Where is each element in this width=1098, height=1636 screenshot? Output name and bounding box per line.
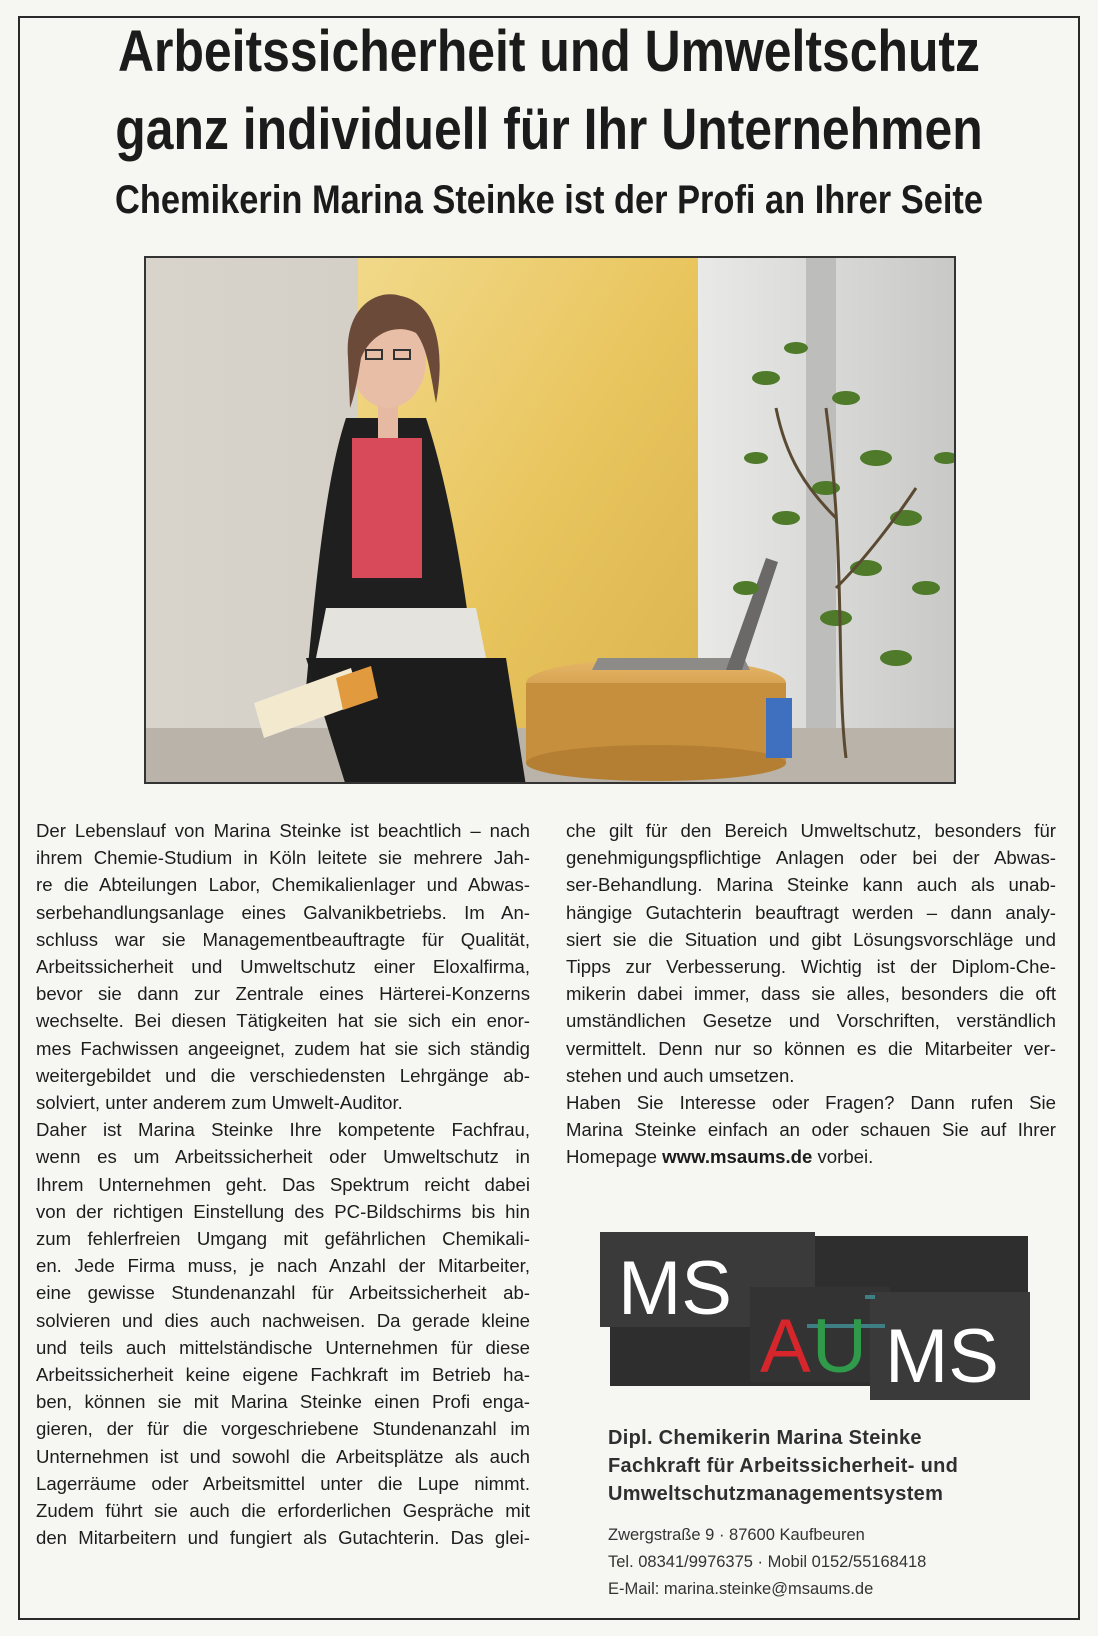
article-line: umständlichen Gesetze und Vorschriften, verständlich (566, 1010, 1056, 1032)
article-line: bevor sie dann zur Zentrale eines Härterei-Konzerns (36, 983, 530, 1005)
article-line: zum fehlerfreien Umgang mit gefährlichen Chemikali- (36, 1228, 530, 1250)
headline-line-2: ganz individuell für Ihr Unternehmen (115, 97, 983, 162)
article-line: Arbeitssicherheit keine eigene Fachkraft im Betrieb ha- (36, 1364, 530, 1386)
article-line: Tipps zur Verbesserung. Wichtig ist der Diplom-Che- (566, 956, 1056, 978)
article-line: wechselte. Bei diesen Tätigkeiten hat sie sich ein enor- (36, 1010, 530, 1032)
msaums-logo (600, 1232, 1030, 1402)
article-line: solviert, unter anderem zum Umwelt-Auditor. (36, 1092, 403, 1114)
msaums-logo-graphic (600, 1232, 1030, 1402)
contact-email[interactable]: E-Mail: marina.steinke@msaums.de (608, 1580, 874, 1598)
article-line: von der richtigen Einstellung des PC-Bildschirms bis hin (36, 1200, 530, 1222)
article-line: Marina Steinke einfach an oder schauen Sie auf Ihrer (566, 1119, 1056, 1141)
contact-title-2: Umweltschutzmanagementsystem (608, 1483, 944, 1505)
article-line: ben, können sie mit Marina Steinke einen Profi enga- (36, 1391, 530, 1413)
article-line: re die Abteilungen Labor, Chemikalienlager und Abwas- (36, 874, 530, 896)
article-column-left (36, 817, 530, 1551)
article-line: weitergebildet und die verschiedensten Lehrgänge ab- (36, 1064, 530, 1086)
homepage-link[interactable]: www.msaums.de (662, 1146, 813, 1168)
article-line: schluss war sie Managementbeauftragte für Qualität, (36, 928, 530, 950)
article-line: Zudem führt sie auch die erforderlichen Gespräche mit (36, 1500, 530, 1522)
article-line: den Mitarbeitern und fungiert als Gutachterin. Das glei- (36, 1527, 530, 1549)
article-line: ihrem Chemie-Studium in Köln leitete sie mehrere Jah- (36, 847, 530, 869)
logo-text-u: U (812, 1304, 867, 1389)
article-line: wenn es um Arbeitssicherheit oder Umweltschutz in (36, 1146, 530, 1168)
article-line: serbehandlungsanlage eines Galvanikbetriebs. Im An- (36, 901, 530, 923)
article-line: solvieren und dies auch nachweisen. Da gerade kleine (36, 1309, 530, 1331)
portrait-photo (144, 256, 956, 784)
homepage-prefix: Homepage (566, 1146, 663, 1168)
contact-address: Zwergstraße 9 · 87600 Kaufbeuren (608, 1526, 865, 1544)
article-line: stehen und auch umsetzen. (566, 1064, 795, 1086)
article-line: mikerin dabei immer, dass sie alles, besonders die oft (566, 983, 1056, 1005)
article-line: genehmigungspflichtige Anlagen oder bei der Abwas- (566, 847, 1056, 869)
subtitle: Chemikerin Marina Steinke ist der Profi an Ihrer Seite (115, 178, 983, 222)
article-line: che gilt für den Bereich Umweltschutz, besonders für (566, 820, 1056, 841)
contact-phone: Tel. 08341/9976375 · Mobil 0152/55168418 (608, 1553, 927, 1571)
article-line: Daher ist Marina Steinke Ihre kompetente Fachfrau, (36, 1119, 530, 1141)
article-line: Lagerräume oder Arbeitsmittel unter die Lupe nimmt. (36, 1472, 530, 1494)
article-line: Haben Sie Interesse oder Fragen? Dann rufen Sie (566, 1092, 1056, 1114)
article-line: Arbeitssicherheit und Umweltschutz einer Eloxalfirma, (36, 956, 530, 978)
logo-text-ms-1: MS (618, 1246, 732, 1331)
contact-title-1: Fachkraft für Arbeitssicherheit- und (608, 1455, 959, 1477)
article-line: hängige Gutachterin beauftragt werden – dann analy- (566, 901, 1056, 923)
article-line: und teils auch mittelständische Unternehmen für diese (36, 1336, 530, 1358)
contact-name: Dipl. Chemikerin Marina Steinke (608, 1427, 922, 1449)
logo-text-ms-2: MS (885, 1314, 999, 1399)
article-line: vermittelt. Denn nur so können es die Mitarbeiter ver- (566, 1037, 1056, 1059)
article-column-right (566, 817, 1056, 1171)
article-line: Ihrem Unternehmen geht. Das Spektrum reicht dabei (36, 1173, 530, 1195)
article-line: mes Fachwissen angeeignet, zudem hat sie sich ständig (36, 1037, 530, 1059)
article-line: Der Lebenslauf von Marina Steinke ist beachtlich – nach (36, 820, 530, 841)
homepage-suffix: vorbei. (812, 1146, 874, 1168)
headline-line-1: Arbeitssicherheit und Umweltschutz (118, 19, 980, 84)
article-line: gieren, der für die vorgeschriebene Stundenanzahl im (36, 1418, 530, 1440)
portrait-photo-illustration (146, 258, 956, 784)
article-line: ser-Behandlung. Marina Steinke kann auch als unab- (566, 874, 1056, 896)
article-line: en. Jede Firma muss, je nach Anzahl der Mitarbeiter, (36, 1255, 530, 1277)
homepage-line (566, 1143, 1056, 1170)
contact-block (608, 1424, 1068, 1603)
logo-text-a: A (760, 1304, 811, 1389)
article-line: Unternehmen ist und sowohl die Arbeitsplätze als auch (36, 1445, 530, 1467)
article-line: eine gewisse Stundenanzahl für Arbeitssicherheit ab- (36, 1282, 530, 1304)
article-line: siert sie die Situation und gibt Lösungsvorschläge und (566, 928, 1056, 950)
